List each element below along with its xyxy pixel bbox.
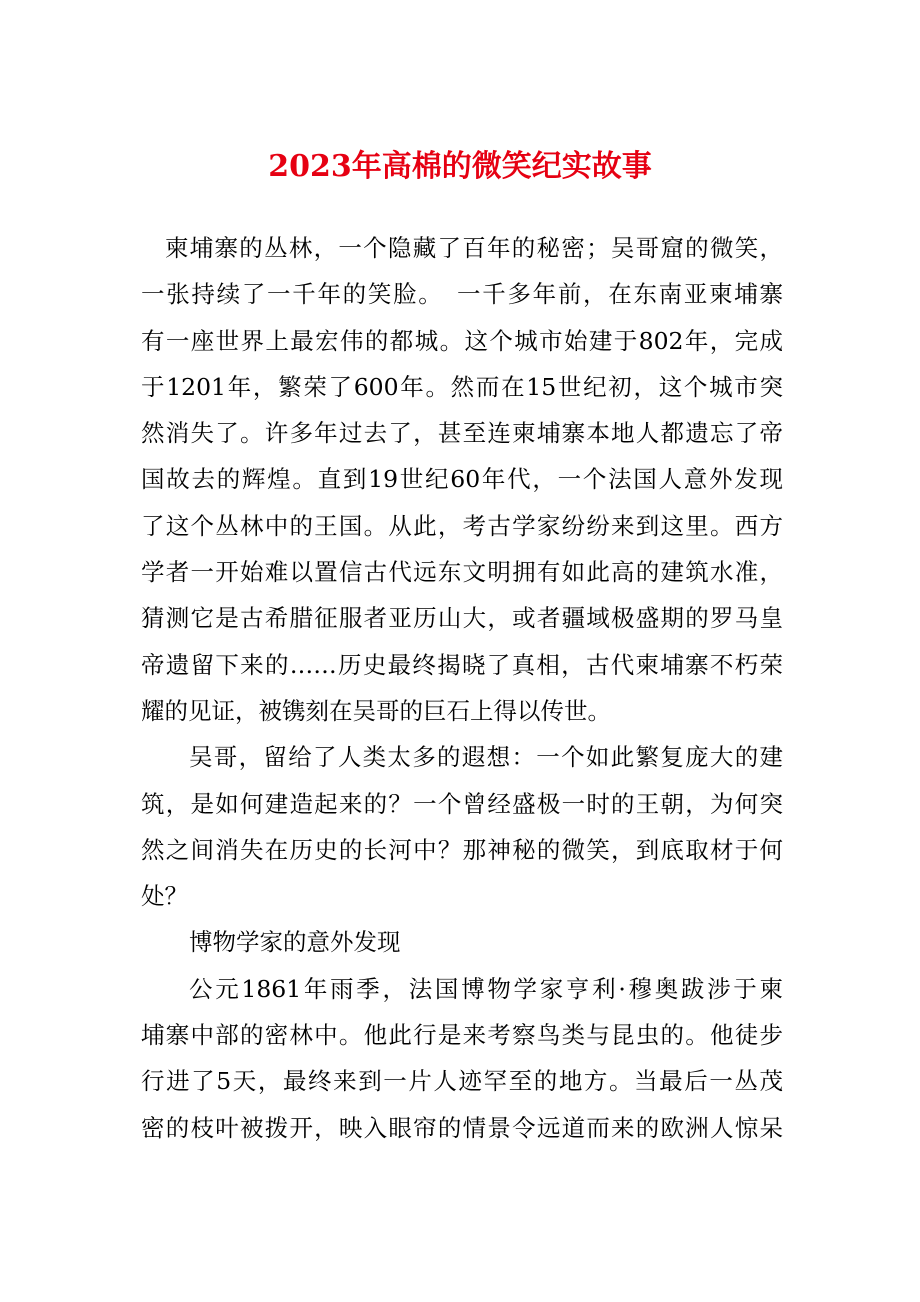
paragraph-1 — [141, 225, 783, 734]
paragraph-line: 密的枝叶被拨开，映入眼帘的情景令远道而来的欧洲人惊呆 — [141, 1113, 783, 1142]
paragraph-line: 有一座世界上最宏伟的都城。这个城市始建于802年，完成 — [141, 326, 783, 355]
paragraph-line: 吴哥，留给了人类太多的遐想：一个如此繁复庞大的建 — [189, 743, 783, 772]
paragraph-line: 柬埔寨的丛林，一个隐藏了百年的秘密；吴哥窟的微笑， — [165, 234, 783, 262]
paragraph-line: 然之间消失在历史的长河中？那神秘的微笑，到底取材于何 — [141, 835, 783, 864]
document-title: 2023年高棉的微笑纪实故事 — [268, 149, 652, 184]
paragraph-2 — [141, 734, 783, 919]
section-heading-text: 博物学家的意外发现 — [189, 928, 401, 957]
paragraph-line: 了这个丛林中的王国。从此，考古学家纷纷来到这里。西方 — [141, 511, 783, 540]
paragraph-line: 一张持续了一千年的笑脸。 一千多年前，在东南亚柬埔寨 — [141, 280, 783, 309]
paragraph-3 — [141, 966, 783, 1151]
paragraph-line: 帝遗留下来的……历史最终揭晓了真相，古代柬埔寨不朽荣 — [141, 650, 783, 679]
paragraph-line: 国故去的辉煌。直到19世纪60年代，一个法国人意外发现 — [141, 465, 783, 494]
paragraph-line: 行进了5天，最终来到一片人迹罕至的地方。当最后一丛茂 — [141, 1067, 783, 1096]
paragraph-line: 猜测它是古希腊征服者亚历山大，或者疆域极盛期的罗马皇 — [141, 604, 783, 633]
paragraph-line: 埔寨中部的密林中。他此行是来考察鸟类与昆虫的。他徒步 — [141, 1021, 783, 1050]
paragraph-line: 然消失了。许多年过去了，甚至连柬埔寨本地人都遗忘了帝 — [141, 419, 783, 448]
paragraph-line: 筑，是如何建造起来的？一个曾经盛极一时的王朝，为何突 — [141, 789, 783, 818]
paragraph-line: 学者一开始难以置信古代远东文明拥有如此高的建筑水准， — [141, 558, 783, 587]
paragraph-line: 处？ — [141, 882, 188, 911]
paragraph-line: 耀的见证，被镌刻在吴哥的巨石上得以传世。 — [141, 696, 611, 725]
paragraph-line: 于1201年，繁荣了600年。然而在15世纪初，这个城市突 — [141, 372, 783, 401]
document-body — [141, 225, 783, 1151]
paragraph-line: 公元1861年雨季，法国博物学家亨利·穆奥跋涉于柬 — [189, 974, 783, 1003]
section-heading — [141, 919, 783, 965]
